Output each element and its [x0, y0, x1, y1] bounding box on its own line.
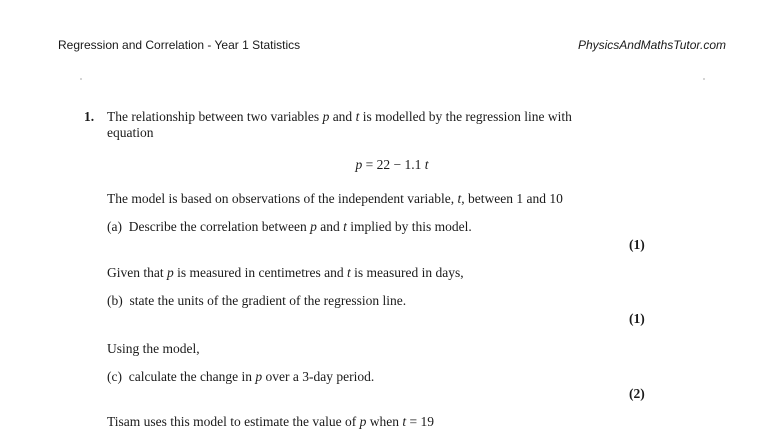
model-text: The model is based on observations of the independent variable, t, between 1 and 10 [107, 191, 563, 206]
part-c-text: (c) calculate the change in p over a 3-day period. [107, 369, 375, 384]
part-b-text: (b) state the units of the gradient of the regression line. [107, 293, 407, 308]
header-site: PhysicsAndMathsTutor.com [577, 38, 726, 52]
scan-speck [80, 78, 82, 80]
regression-equation: p = 22 − 1.1 t [355, 157, 429, 172]
tisam-text: Tisam uses this model to estimate the value of p when t = 19 [107, 414, 434, 429]
scan-speck [703, 78, 705, 80]
question-number: 1. [84, 109, 95, 124]
part-a-text: (a) Describe the correlation between p and t implied by this model. [107, 219, 472, 234]
part-b-marks: (1) [629, 311, 645, 326]
intro-line-2: equation [107, 125, 154, 140]
using-text: Using the model, [107, 341, 200, 356]
header-title: Regression and Correlation - Year 1 Statistics [58, 38, 301, 52]
part-a-marks: (1) [629, 237, 645, 252]
given-text: Given that p is measured in centimetres and t is measured in days, [107, 265, 464, 280]
intro-line-1: The relationship between two variables p and t is modelled by the regression line with [107, 109, 572, 124]
part-c-marks: (2) [629, 386, 645, 401]
